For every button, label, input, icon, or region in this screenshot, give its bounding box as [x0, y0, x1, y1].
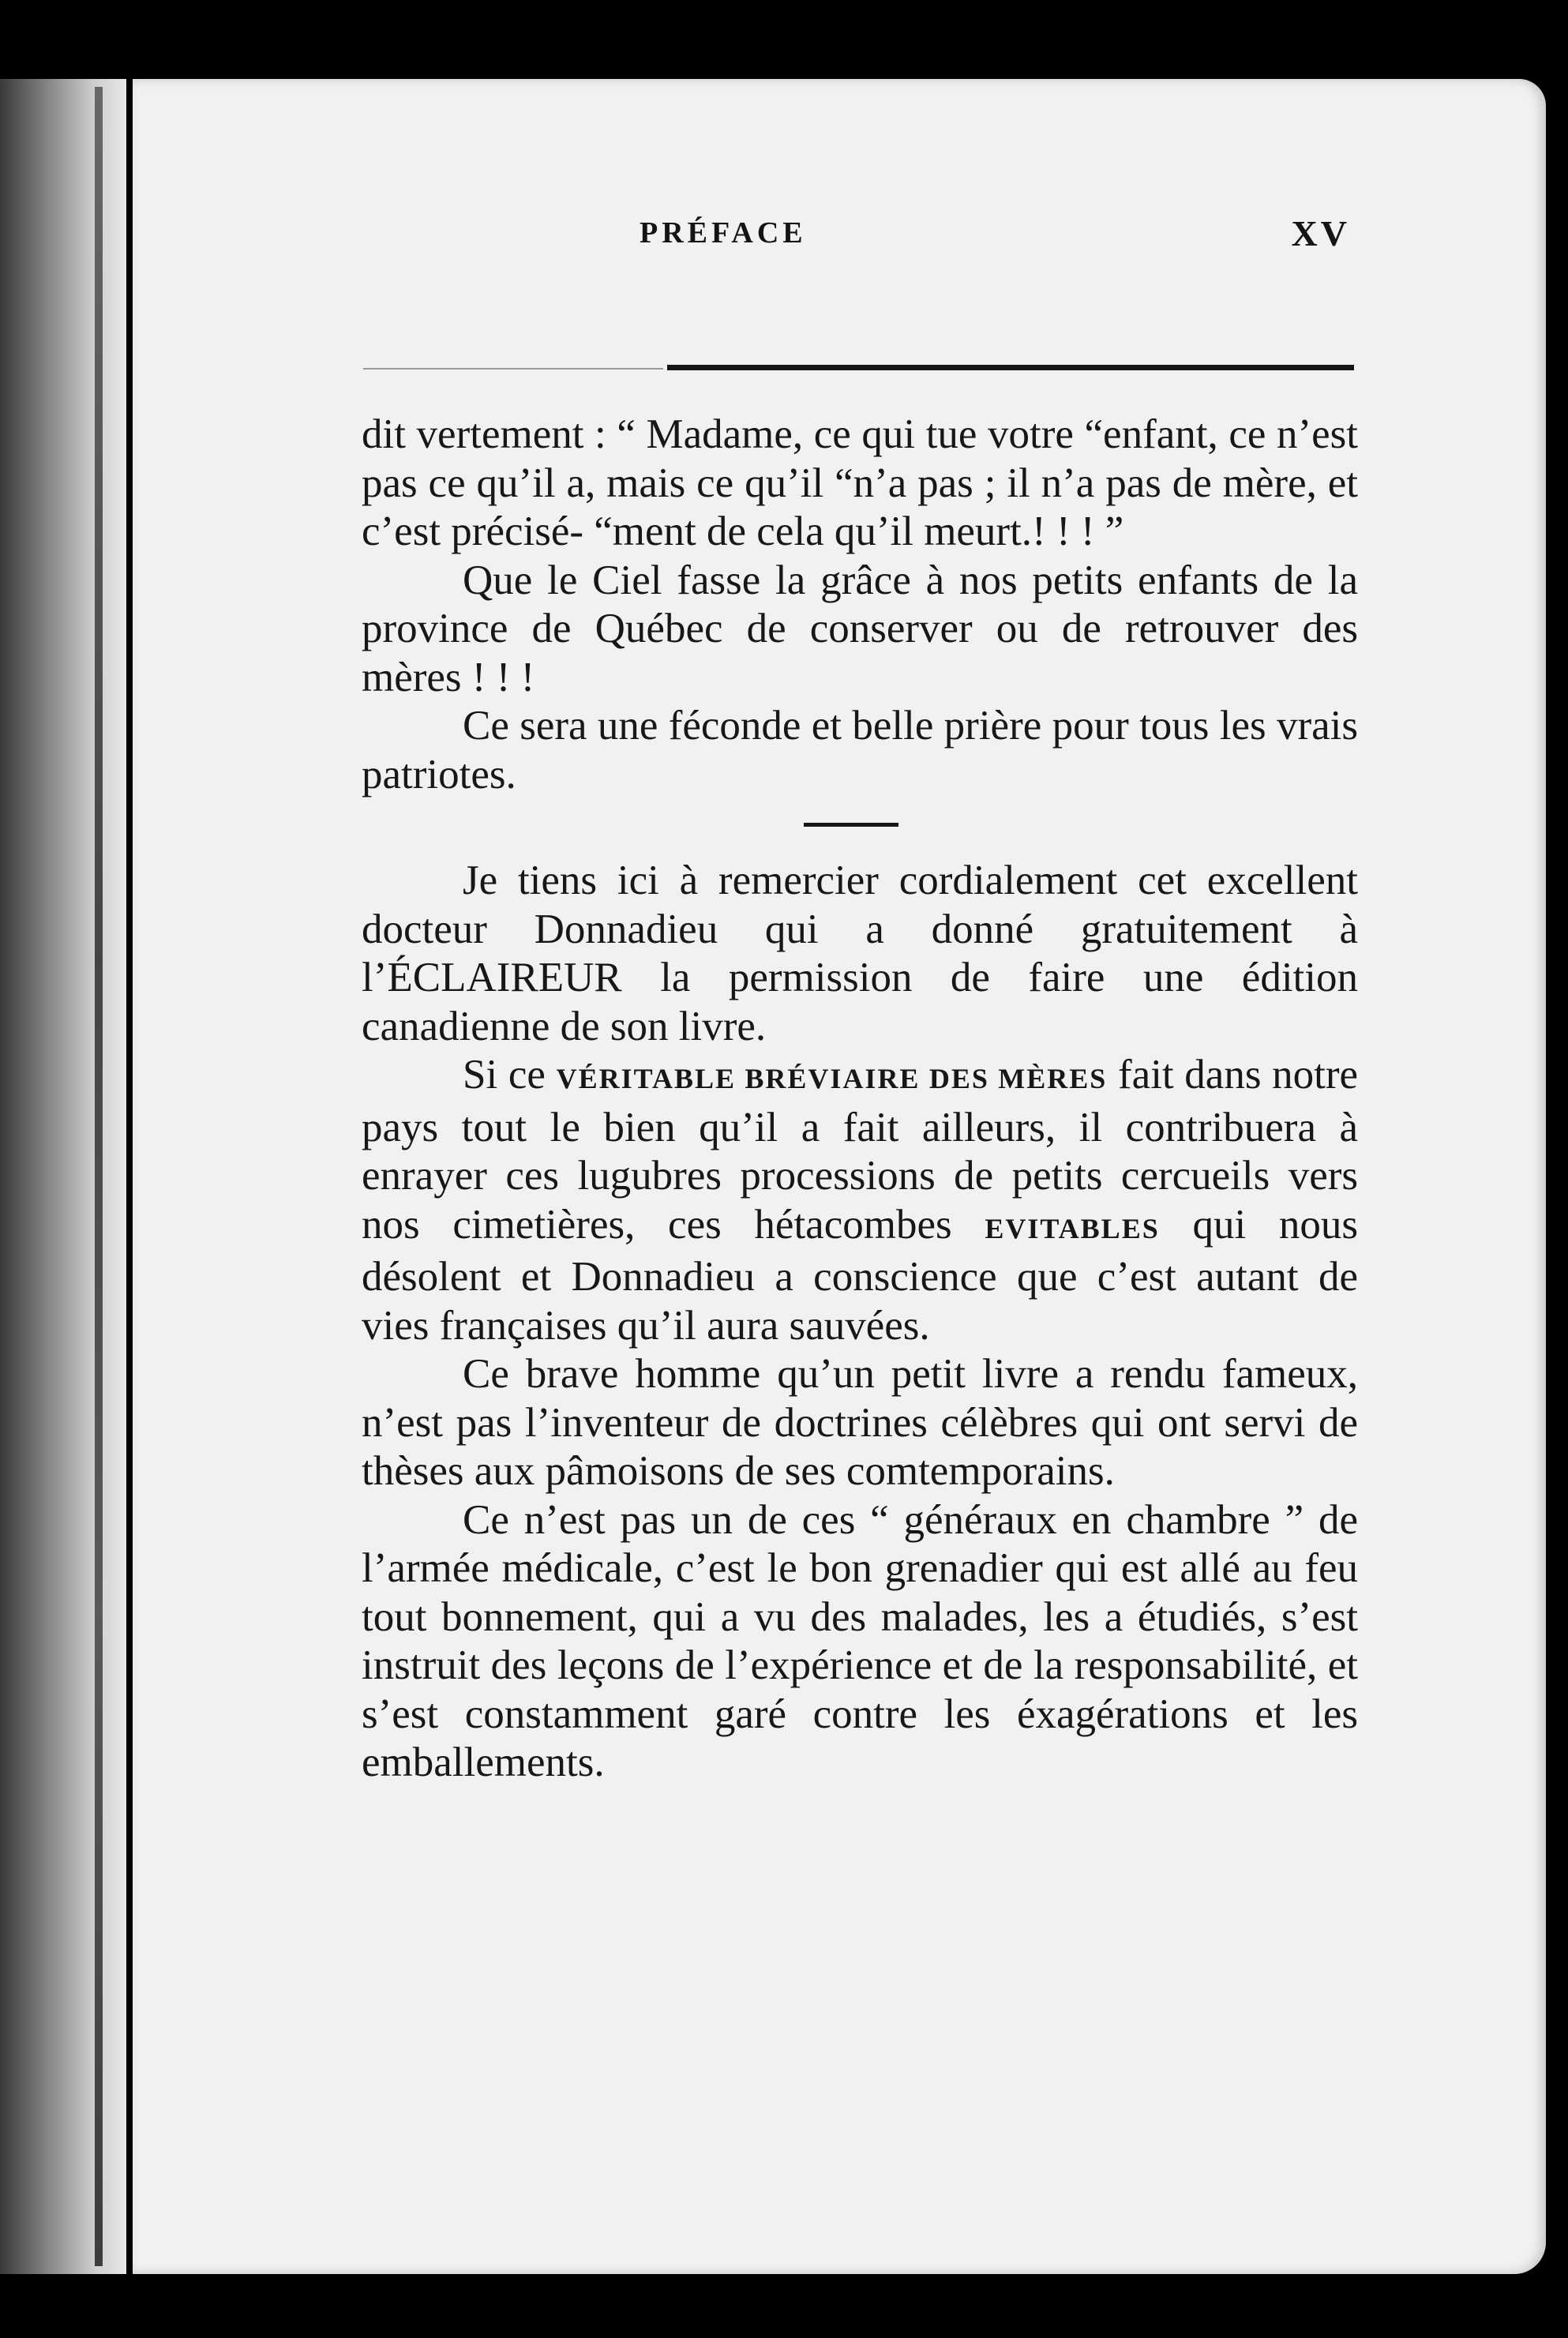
header-rule — [667, 365, 1354, 370]
paragraph-thanks: Je tiens ici à remercier cordialement cet excellent docteur Donnadieu qui a donné gratuitement à l’ÉCLAIREUR la permission de faire une édition canadienne de son livre. — [362, 858, 1358, 1049]
paragraph-breviary — [362, 1051, 1358, 1350]
paragraph-grenadier: Ce n’est pas un de ces “ généraux en chambre ” de l’armée médicale, c’est le bon grenadier qui est allé au feu tout bonnement, qui a vu des malades, les a étudiés, s’est instruit des leçons de l’expérience et de la responsabilité, et s’est constamment garé contre les éxagérations et les emballements. — [362, 1496, 1358, 1785]
header-rule-thin — [363, 368, 663, 370]
breviary-text-lead: Si ce — [463, 1052, 546, 1098]
facing-page-edge — [0, 79, 126, 2274]
paragraph-brave-man: Ce brave homme qu’un petit livre a rendu fameux, n’est pas l’inventeur de doctrines célèbres qui ont servi de thèses aux pâmoisons de ses comtemporains. — [362, 1351, 1358, 1494]
running-title: PRÉFACE — [640, 216, 807, 250]
running-head — [640, 213, 1350, 271]
book-gutter — [95, 87, 103, 2266]
breviary-text-end: qui nous désolent et Donnadieu a conscience que c’est autant de vies françaises qu’il aura sauvées. — [362, 1201, 1358, 1349]
paragraph-quote: dit vertement : “ Madame, ce qui tue votre “enfant, ce n’est pas ce qu’il a, mais ce qu’il “n’a pas ; il n’a pas de mère, et c’est précisé- “ment de cela qu’il meurt.! ! ! ” — [362, 411, 1358, 554]
breviary-text-middle: fait dans notre pays tout le bien qu’il a fait ailleurs, il contribuera à enrayer ces lugubres processions de petits cercueils vers nos cimetières, ces hétacombes — [362, 1052, 1359, 1248]
evitables-emphasis: EVITABLES — [985, 1212, 1160, 1244]
breviary-title: VÉRITABLE BRÉVIAIRE DES MÈRES — [556, 1063, 1108, 1094]
page-number: XV — [1291, 213, 1350, 253]
paragraph-prayer: Que le Ciel fasse la grâce à nos petits enfants de la province de Québec de conserver ou de retrouver des mères ! ! ! — [362, 557, 1358, 700]
section-divider — [804, 823, 898, 827]
paragraph-patriots: Ce sera une féconde et belle prière pour tous les vrais patriotes. — [362, 703, 1358, 797]
body-text — [362, 411, 1358, 1788]
